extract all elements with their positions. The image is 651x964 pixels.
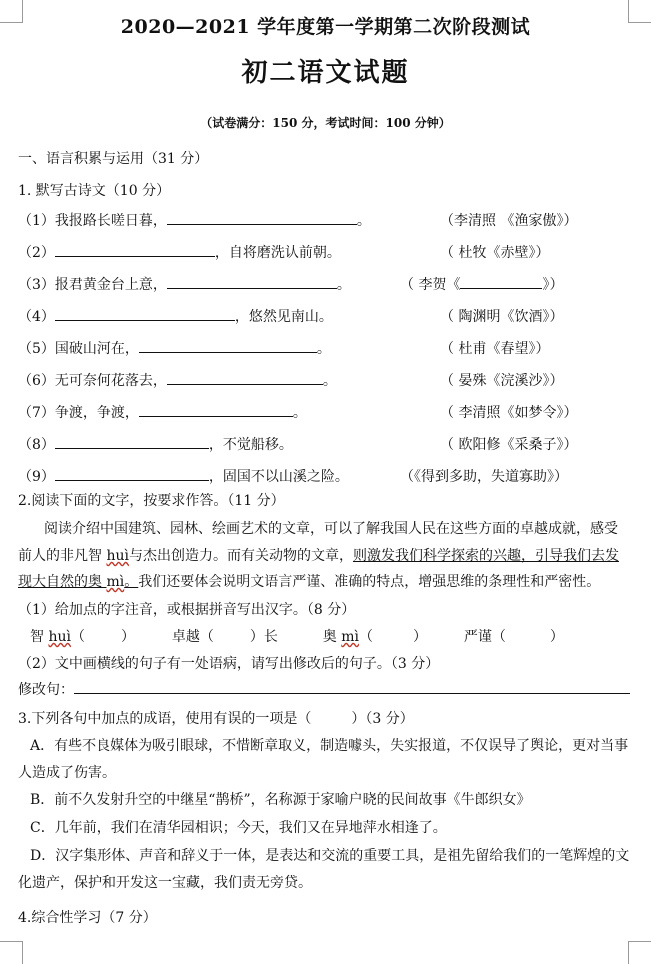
exam-title-line2: 初二语文试题	[241, 58, 410, 88]
poem-item: （1）我报路长嗟日暮， 。	[18, 210, 371, 230]
poem-item: （8） ，不觉船移。	[18, 434, 293, 454]
poem-item: （6）无可奈何花落去， 。	[18, 370, 337, 390]
question-1-heading: 1. 默写古诗文（10 分）	[18, 183, 171, 199]
page-corner-mark	[0, 941, 23, 964]
option-d: D．汉字集形体、声音和辞义于一体，是表达和交流的重要工具，是祖先留给我们的一笔辉煌的文	[30, 848, 630, 864]
option-c: C．几年前，我们在清华园相识；今天，我们又在异地萍水相逢了。	[30, 820, 447, 836]
fill-row: 智 huì（ ） 卓越（ ）长 奥 mì（ ） 严谨（ ）	[30, 629, 564, 645]
poem-item: （2） ，自将磨洗认前朝。	[18, 242, 341, 262]
exam-title-line1: 2020—2021 学年度第一学期第二次阶段测试	[120, 16, 531, 38]
poem-item: （5）国破山河在， 。	[18, 338, 331, 358]
poem-source: （ 李贺《 》）	[400, 274, 563, 294]
option-a: 人造成了伤害。	[18, 765, 116, 781]
option-d: 化遗产，保护和开发这一宝藏，我们责无旁贷。	[18, 875, 312, 891]
answer-blank[interactable]	[74, 679, 630, 694]
poem-item: （4） ，悠然见南山。	[18, 306, 333, 326]
question-2-heading: 2.阅读下面的文字，按要求作答。（11 分）	[18, 493, 285, 509]
answer-blank[interactable]	[139, 402, 293, 417]
question-4-heading: 4.综合性学习（7 分）	[18, 910, 157, 926]
reading-paragraph: 前人的非凡智 huì与杰出创造力。而有关动物的文章，则激发我们科学探索的兴趣，引导我们去发	[18, 548, 619, 564]
reading-paragraph: 阅读介绍中国建筑、园林、绘画艺术的文章，可以了解我国人民在这些方面的卓越成就，感受	[44, 521, 618, 537]
option-a: A．有些不良媒体为吸引眼球，不惜断章取义，制造噱头，失实报道，不仅误导了舆论，更对当事	[30, 738, 629, 754]
answer-blank[interactable]	[55, 434, 209, 449]
answer-blank[interactable]	[139, 338, 317, 353]
poem-source: （《得到多助，失道寡助》）	[400, 469, 568, 485]
option-b: B．前不久发射升空的中继星“鹊桥”，名称源于家喻户晓的民间故事《牛郎织女》	[30, 792, 531, 808]
reading-paragraph: 现大自然的奥 mì。我们还要体会说明文语言严谨、准确的特点，增强思维的条理性和严密性。	[18, 574, 601, 590]
section-heading: 一、语言积累与运用（31 分）	[18, 151, 209, 167]
poem-source: （ 欧阳修《采桑子》）	[440, 437, 578, 453]
poem-source: （ 杜甫《春望》）	[440, 341, 550, 357]
answer-blank[interactable]	[167, 370, 323, 385]
answer-blank[interactable]	[460, 274, 542, 289]
exam-note: （试卷满分：150 分，考试时间：100 分钟）	[200, 116, 451, 130]
sub-question: （1）给加点的字注音，或根据拼音写出汉字。（8 分）	[18, 602, 356, 618]
poem-source: （ 陶渊明《饮酒》）	[440, 309, 564, 325]
question-3-heading: 3.下列各句中加点的成语，使用有误的一项是（ ）（3 分）	[18, 711, 414, 727]
answer-blank[interactable]	[55, 466, 209, 481]
poem-source: （ 李清照《如梦令》）	[440, 405, 578, 421]
revise-row: 修改句：	[18, 679, 630, 699]
poem-source: （ 杜牧《赤壁》）	[440, 245, 550, 261]
sub-question: （2）文中画横线的句子有一处语病，请写出修改后的句子。（3 分）	[18, 656, 440, 672]
page-corner-mark	[628, 941, 651, 964]
answer-blank[interactable]	[55, 306, 235, 321]
answer-blank[interactable]	[55, 242, 215, 257]
poem-item: （3）报君黄金台上意， 。	[18, 274, 351, 294]
answer-blank[interactable]	[167, 274, 337, 289]
poem-source: （李清照 《渔家傲》）	[440, 213, 578, 229]
poem-item: （7）争渡，争渡， 。	[18, 402, 307, 422]
underlined-sentence: 则激发我们科学探索的兴趣，引导我们去发	[352, 548, 619, 564]
poem-item: （9） ，固国不以山溪之险。	[18, 466, 349, 486]
poem-source: （ 晏殊《浣溪沙》）	[440, 373, 564, 389]
answer-blank[interactable]	[167, 210, 357, 225]
